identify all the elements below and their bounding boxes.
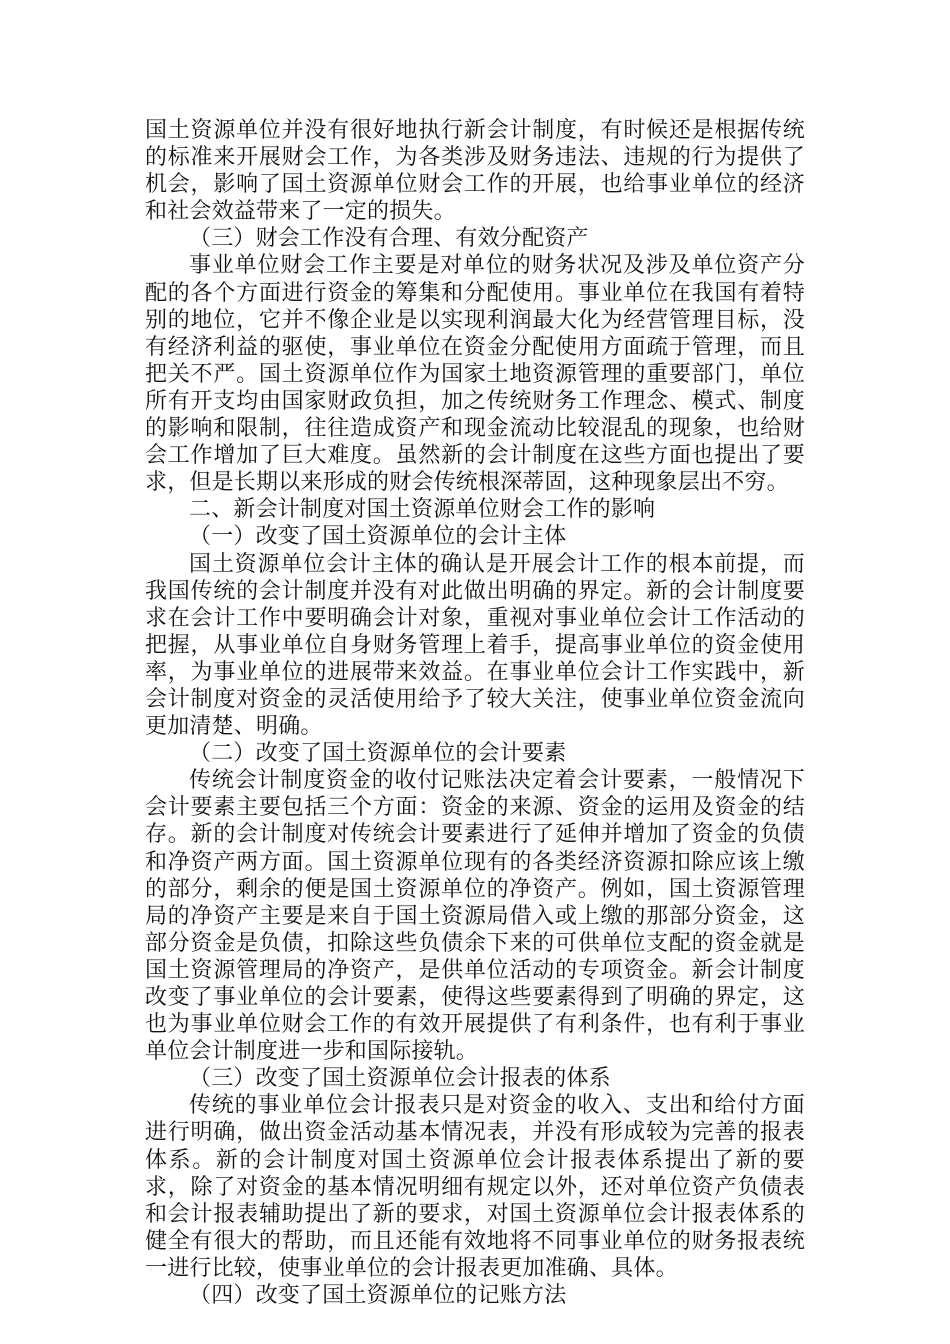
document-page: [145, 117, 805, 1309]
paragraph: 国土资源单位会计主体的确认是开展会计工作的根本前提，而我国传统的会计制度并没有对此做出明确的界定。新的会计制度要求在会计工作中要明确会计对象，重视对事业单位会计工作活动的把握，从事业单位自身财务管理上着手，提高事业单位的资金使用率，为事业单位的进展带来效益。在事业单位会计工作实践中，新会计制度对资金的灵活使用给予了较大关注，使事业单位资金流向更加清楚、明确。: [145, 551, 805, 740]
section-subheading: （一）改变了国土资源单位的会计主体: [189, 524, 567, 550]
section-heading: 二、新会计制度对国土资源单位财会工作的影响: [189, 497, 656, 523]
section-subheading: （二）改变了国土资源单位的会计要素: [189, 741, 567, 767]
paragraph-continued: 国土资源单位并没有很好地执行新会计制度，有时候还是根据传统的标准来开展财会工作，为各类涉及财务违法、违规的行为提供了机会，影响了国土资源单位财会工作的开展，也给事业单位的经济和社会效益带来了一定的损失。: [145, 118, 805, 225]
paragraph: 传统会计制度资金的收付记账法决定着会计要素，一般情况下会计要素主要包括三个方面：资金的来源、资金的运用及资金的结存。新的会计制度对传统会计要素进行了延伸并增加了资金的负债和净资产两方面。国土资源单位现有的各类经济资源扣除应该上缴的部分，剩余的便是国土资源单位的净资产。例如，国土资源管理局的净资产主要是来自于国土资源局借入或上缴的那部分资金，这部分资金是负债，扣除这些负债余下来的可供单位支配的资金就是国土资源管理局的净资产，是供单位活动的专项资金。新会计制度改变了事业单位的会计要素，使得这些要素得到了明确的界定，这也为事业单位财会工作的有效开展提供了有利条件，也有利于事业单位会计制度进一步和国际接轨。: [145, 768, 805, 1065]
paragraph: 传统的事业单位会计报表只是对资金的收入、支出和给付方面进行明确，做出资金活动基本情况表，并没有形成较为完善的报表体系。新的会计制度对国土资源单位会计报表体系提出了新的要求，除了对资金的基本情况明细有规定以外，还对单位资产负债表和会计报表辅助提出了新的要求，对国土资源单位会计报表体系的健全有很大的帮助，而且还能有效地将不同事业单位的财务报表统一进行比较，使事业单位的会计报表更加准确、具体。: [145, 1093, 805, 1281]
section-subheading: （四）改变了国土资源单位的记账方法: [189, 1283, 567, 1309]
section-subheading: （三）财会工作没有合理、有效分配资产: [189, 226, 589, 252]
section-subheading: （三）改变了国土资源单位会计报表的体系: [189, 1066, 611, 1092]
paragraph: 事业单位财会工作主要是对单位的财务状况及涉及单位资产分配的各个方面进行资金的筹集和分配使用。事业单位在我国有着特别的地位，它并不像企业是以实现利润最大化为经营管理目标，没有经济利益的驱使，事业单位在资金分配使用方面疏于管理，而且把关不严。国土资源单位作为国家土地资源管理的重要部门，单位所有开支均由国家财政负担，加之传统财务工作理念、模式、制度的影响和限制，往往造成资产和现金流动比较混乱的现象，也给财会工作增加了巨大难度。虽然新的会计制度在这些方面也提出了要求，但是长期以来形成的财会传统根深蒂固，这种现象层出不穷。: [145, 253, 805, 496]
